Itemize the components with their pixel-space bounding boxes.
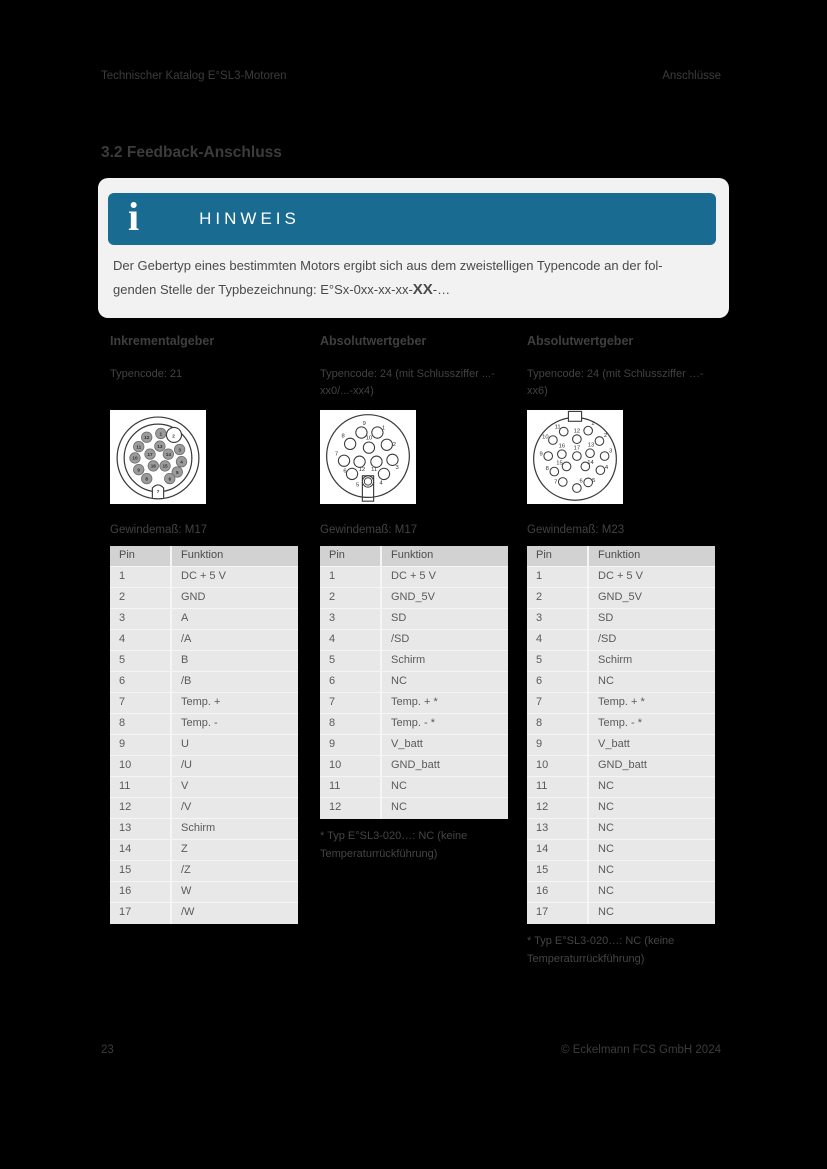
table-row (527, 672, 715, 693)
svg-text:2: 2 (172, 433, 175, 439)
svg-text:15: 15 (556, 460, 563, 467)
svg-text:15: 15 (162, 463, 168, 469)
notice-card (98, 178, 729, 318)
table-row (320, 777, 508, 798)
table-header-cell: Funktion (181, 549, 224, 561)
svg-text:1: 1 (159, 431, 163, 437)
svg-text:3: 3 (609, 448, 613, 455)
table-row (320, 714, 508, 735)
svg-text:17: 17 (147, 451, 153, 457)
table-cell: 9 (110, 735, 172, 755)
table-cell: /B (181, 675, 192, 687)
table-cell: 4 (527, 630, 589, 650)
table-cell: A (181, 612, 189, 624)
column-absolute-encoder-2 (527, 334, 715, 968)
table-row (527, 609, 715, 630)
table-header-row (527, 546, 715, 567)
pin-16 (148, 461, 159, 472)
header-document-title: Technischer Katalog E°SL3-Motoren (101, 70, 287, 82)
svg-text:4: 4 (379, 480, 383, 487)
table-row (320, 735, 508, 756)
table-cell: /V (181, 801, 192, 813)
table-cell: 1 (320, 567, 382, 587)
table-row (320, 798, 508, 819)
page-header (101, 70, 721, 82)
table-cell: DC + 5 V (598, 570, 643, 582)
table-cell: 11 (527, 777, 589, 797)
svg-text:10: 10 (542, 434, 549, 441)
table-header-cell: Pin (527, 546, 589, 566)
svg-text:16: 16 (150, 463, 156, 469)
table-cell: 3 (527, 609, 589, 629)
table-cell: 1 (110, 567, 172, 587)
pin-7 (335, 452, 350, 467)
table-row (110, 693, 298, 714)
table-cell: NC (598, 675, 614, 687)
pin-13 (155, 441, 166, 452)
table-row (110, 840, 298, 861)
notice-header-bar (108, 193, 716, 245)
pin-table (527, 546, 715, 924)
pin-10 (363, 436, 374, 454)
table-header-row (320, 546, 508, 567)
table-row (527, 567, 715, 588)
table-cell: 8 (527, 714, 589, 734)
table-cell: 16 (527, 882, 589, 902)
typecode-label: Typencode: 24 (mit Schlussziffer ...-xx0/...-xx4) (320, 368, 495, 397)
table-header-cell: Pin (110, 546, 172, 566)
pin-4 (378, 468, 389, 486)
svg-text:9: 9 (539, 451, 543, 458)
table-cell: GND_5V (598, 591, 643, 603)
svg-text:5: 5 (175, 469, 179, 475)
table-row (527, 840, 715, 861)
svg-text:14: 14 (587, 460, 594, 467)
table-cell: DC + 5 V (391, 570, 436, 582)
svg-text:6: 6 (579, 478, 583, 485)
notice-body-line2: genden Stelle der Typbezeichnung: E°Sx-0xx-xx-xx-XX-… (113, 281, 451, 298)
table-cell: 5 (320, 651, 382, 671)
table-row (320, 567, 508, 588)
table-cell: 13 (527, 819, 589, 839)
table-row (527, 819, 715, 840)
pin-2 (381, 439, 396, 450)
copyright: © Eckelmann FCS GmbH 2024 (561, 1044, 721, 1056)
table-cell: Schirm (391, 654, 426, 666)
table-cell: 5 (527, 651, 589, 671)
table-cell: GND_batt (598, 759, 647, 771)
pin-17 (145, 449, 156, 460)
table-cell: NC (598, 885, 614, 897)
table-cell: 11 (320, 777, 382, 797)
typecode-label: Typencode: 21 (110, 368, 183, 380)
table-row (527, 630, 715, 651)
table-cell: 4 (320, 630, 382, 650)
table-cell: U (181, 738, 189, 750)
table-row (110, 798, 298, 819)
table-cell: GND (181, 591, 206, 603)
table-cell: NC (391, 675, 407, 687)
table-cell: 15 (110, 861, 172, 881)
table-cell: 17 (110, 903, 172, 924)
column-absolute-encoder-1 (320, 334, 508, 863)
table-row (527, 882, 715, 903)
connector-diagram-m17-incremental (110, 410, 206, 504)
pin-3 (174, 444, 185, 455)
table-row (320, 609, 508, 630)
svg-text:3: 3 (178, 447, 181, 453)
pin-table (320, 546, 508, 819)
table-header-row (110, 546, 298, 567)
table-row (527, 693, 715, 714)
table-cell: NC (598, 906, 614, 918)
table-cell: /SD (598, 633, 617, 645)
pin-2 (172, 433, 175, 438)
table-row (110, 756, 298, 777)
thread-size-label: Gewindemaß: M17 (110, 524, 208, 536)
svg-text:12: 12 (144, 435, 150, 441)
svg-text:12: 12 (358, 467, 366, 474)
table-cell: 2 (527, 588, 589, 608)
table-row (527, 714, 715, 735)
svg-text:8: 8 (545, 466, 549, 473)
page-footer (101, 1044, 721, 1056)
svg-text:11: 11 (554, 424, 561, 431)
table-cell: 16 (110, 882, 172, 902)
table-cell: 8 (320, 714, 382, 734)
pin-1 (372, 425, 385, 438)
pin-7 (157, 489, 160, 494)
svg-text:4: 4 (604, 464, 609, 471)
svg-text:7: 7 (156, 489, 160, 495)
notice-body (113, 254, 715, 302)
table-cell: 1 (527, 567, 589, 587)
table-row (320, 756, 508, 777)
table-cell: 10 (527, 756, 589, 776)
svg-text:4: 4 (180, 459, 183, 465)
connector-diagram-m23-absolute (527, 410, 623, 504)
pin-table (110, 546, 298, 924)
svg-text:13: 13 (157, 443, 163, 449)
svg-text:9: 9 (362, 421, 366, 428)
table-cell: /W (181, 906, 195, 918)
header-chapter: Anschlüsse (662, 70, 721, 82)
table-cell: 14 (527, 840, 589, 860)
pin-6 (343, 468, 357, 479)
table-cell: GND_5V (391, 591, 436, 603)
table-cell: 3 (320, 609, 382, 629)
thread-size-label: Gewindemaß: M17 (320, 524, 418, 536)
table-cell: Z (181, 843, 188, 855)
pin-12 (141, 432, 152, 443)
svg-text:12: 12 (573, 428, 581, 435)
pin-4 (176, 456, 187, 467)
svg-text:7: 7 (554, 479, 558, 486)
pin-10 (130, 453, 141, 464)
svg-text:11: 11 (136, 444, 142, 450)
svg-text:10: 10 (365, 435, 373, 442)
table-cell: V (181, 780, 189, 792)
table-header-cell: Funktion (391, 549, 434, 561)
table-row (110, 714, 298, 735)
table-row (110, 819, 298, 840)
table-cell: B (181, 654, 189, 666)
table-cell: 12 (527, 798, 589, 818)
pin-7 (554, 478, 567, 487)
section-title: 3.2 Feedback-Anschluss (101, 144, 282, 161)
svg-text:11: 11 (371, 467, 378, 474)
pin-1 (156, 428, 167, 439)
table-cell: 7 (320, 693, 382, 713)
svg-text:8: 8 (145, 476, 149, 482)
pin-14 (163, 449, 174, 460)
svg-text:5: 5 (592, 477, 596, 484)
pin-5 (356, 476, 374, 489)
svg-text:2: 2 (603, 432, 608, 439)
table-row (110, 609, 298, 630)
typecode-placeholder: XX (412, 281, 433, 298)
table-row (320, 651, 508, 672)
table-cell: 6 (320, 672, 382, 692)
svg-text:3: 3 (395, 464, 399, 471)
table-footnote: * Typ E°SL3-020…: NC (keine Temperaturrückführung) (320, 830, 468, 860)
table-cell: 9 (527, 735, 589, 755)
table-row (320, 672, 508, 693)
pin-8 (141, 473, 152, 484)
svg-text:17: 17 (573, 445, 581, 452)
thread-size-label: Gewindemaß: M23 (527, 524, 625, 536)
table-cell: Temp. + * (391, 696, 438, 708)
table-cell: NC (391, 780, 407, 792)
table-cell: /Z (181, 864, 191, 876)
table-cell: V_batt (391, 738, 423, 750)
table-cell: 12 (110, 798, 172, 818)
table-row (110, 567, 298, 588)
pin-8 (341, 434, 355, 450)
svg-text:16: 16 (558, 443, 566, 450)
info-icon: i (128, 193, 140, 239)
table-cell: 9 (320, 735, 382, 755)
table-cell: /SD (391, 633, 410, 645)
table-cell: 10 (320, 756, 382, 776)
table-cell: SD (598, 612, 614, 624)
svg-text:7: 7 (334, 451, 339, 458)
notice-body-line1: Der Gebertyp eines bestimmten Motors ergibt sich aus dem zweistelligen Typencode an der fol- (113, 258, 663, 273)
table-row (320, 588, 508, 609)
table-row (527, 861, 715, 882)
table-footnote: * Typ E°SL3-020…: NC (keine Temperaturrückführung) (527, 935, 675, 965)
table-cell: 10 (110, 756, 172, 776)
pin-16 (558, 444, 567, 459)
connector-image-box (527, 410, 623, 504)
notice-title: HINWEIS (199, 209, 300, 228)
table-row (110, 882, 298, 903)
table-cell: NC (598, 822, 614, 834)
pin-3 (387, 454, 399, 471)
table-cell: V_batt (598, 738, 630, 750)
connector-image-box (110, 410, 206, 504)
table-cell: Temp. + (181, 696, 221, 708)
table-row (110, 651, 298, 672)
table-cell: Temp. + * (598, 696, 645, 708)
table-cell: 14 (110, 840, 172, 860)
table-row (527, 588, 715, 609)
connector-diagram-m17-absolute (320, 410, 416, 504)
table-cell: NC (598, 864, 614, 876)
pin-11 (133, 441, 144, 452)
svg-text:8: 8 (341, 433, 345, 440)
table-cell: Schirm (598, 654, 633, 666)
table-cell: Temp. - (181, 717, 218, 729)
table-cell: 12 (320, 798, 382, 819)
svg-text:6: 6 (343, 468, 347, 475)
table-row (110, 735, 298, 756)
table-row (110, 777, 298, 798)
svg-text:5: 5 (356, 482, 360, 489)
column-title: Absolutwertgeber (320, 334, 427, 348)
table-cell: 11 (110, 777, 172, 797)
table-cell: Schirm (181, 822, 216, 834)
table-row (110, 588, 298, 609)
table-cell: W (181, 885, 192, 897)
table-row (110, 903, 298, 924)
column-title: Inkrementalgeber (110, 334, 215, 348)
table-row (110, 630, 298, 651)
table-cell: NC (598, 780, 614, 792)
table-cell: 6 (527, 672, 589, 692)
table-cell: DC + 5 V (181, 570, 226, 582)
table-row (320, 630, 508, 651)
svg-text:13: 13 (587, 442, 595, 449)
table-row (527, 651, 715, 672)
pin-13 (586, 443, 595, 458)
svg-text:6: 6 (168, 476, 172, 482)
connector-image-box (320, 410, 416, 504)
svg-text:1: 1 (381, 425, 386, 432)
column-title: Absolutwertgeber (527, 334, 634, 348)
table-cell: Temp. - * (391, 717, 436, 729)
table-cell: 15 (527, 861, 589, 881)
table-cell: 13 (110, 819, 172, 839)
table-cell: 17 (527, 903, 589, 924)
table-row (527, 903, 715, 924)
table-cell: 5 (110, 651, 172, 671)
table-header-cell: Funktion (598, 549, 641, 561)
table-cell: 7 (110, 693, 172, 713)
table-cell: NC (598, 843, 614, 855)
pin-17 (573, 445, 582, 460)
column-incremental-encoder (110, 334, 298, 933)
table-cell: GND_batt (391, 759, 440, 771)
table-row (320, 693, 508, 714)
pin-6 (164, 473, 175, 484)
table-cell: 3 (110, 609, 172, 629)
svg-text:10: 10 (132, 455, 138, 461)
svg-text:14: 14 (165, 451, 171, 457)
pin-12 (573, 429, 582, 444)
svg-text:1: 1 (591, 421, 595, 428)
table-row (110, 861, 298, 882)
table-cell: 2 (320, 588, 382, 608)
table-row (110, 672, 298, 693)
table-cell: 4 (110, 630, 172, 650)
table-cell: NC (598, 801, 614, 813)
table-cell: NC (391, 801, 407, 813)
table-cell: 8 (110, 714, 172, 734)
table-row (527, 777, 715, 798)
table-cell: /U (181, 759, 192, 771)
table-cell: 2 (110, 588, 172, 608)
page-number: 23 (101, 1044, 114, 1056)
typecode-label: Typencode: 24 (mit Schlussziffer …-xx6) (527, 368, 704, 397)
table-cell: 7 (527, 693, 589, 713)
table-header-cell: Pin (320, 546, 382, 566)
table-cell: SD (391, 612, 407, 624)
table-row (527, 798, 715, 819)
table-cell: /A (181, 633, 192, 645)
table-row (527, 735, 715, 756)
table-cell: 6 (110, 672, 172, 692)
table-row (527, 756, 715, 777)
pin-15 (160, 461, 171, 472)
pin-9 (133, 464, 144, 475)
svg-text:9: 9 (137, 467, 141, 473)
table-cell: Temp. - * (598, 717, 643, 729)
svg-text:2: 2 (392, 442, 396, 449)
